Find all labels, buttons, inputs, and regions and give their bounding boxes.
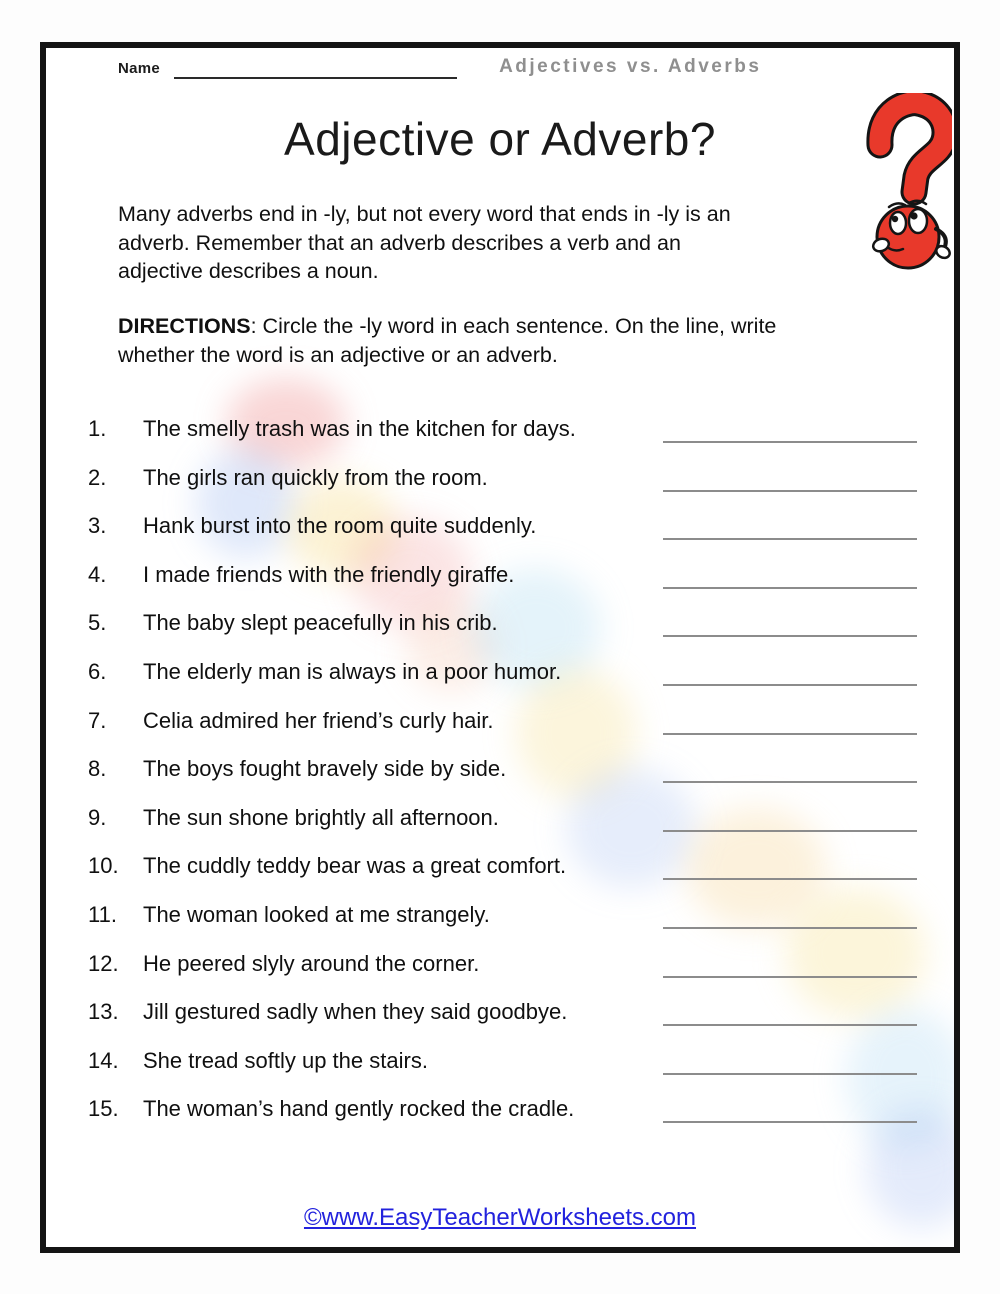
directions-line-2: whether the word is an adjective or an adverb.: [118, 342, 558, 367]
question-number: 8.: [88, 756, 107, 782]
answer-blank-line: [663, 1121, 917, 1123]
question-row: [88, 465, 928, 514]
question-row: [88, 805, 928, 854]
question-row: [88, 1096, 928, 1145]
question-sentence: The elderly man is always in a poor humor.: [143, 658, 562, 684]
answer-blank-line: [663, 830, 917, 832]
question-number: 9.: [88, 804, 107, 830]
name-label: Name: [118, 60, 161, 77]
question-number: 7.: [88, 707, 107, 733]
page-title: Adjective or Adverb?: [284, 113, 716, 165]
question-list: [88, 416, 928, 1145]
question-row: [88, 562, 928, 611]
name-blank-line: [174, 61, 457, 79]
answer-blank-line: [663, 733, 917, 735]
intro-line: adjective describes a noun.: [118, 259, 379, 283]
question-row: [88, 999, 928, 1048]
intro-line: adverb. Remember that an adverb describes a verb and an: [118, 230, 681, 255]
answer-blank-line: [663, 1024, 917, 1026]
directions-line-1: [118, 312, 776, 341]
question-sentence: Hank burst into the room quite suddenly.: [143, 513, 537, 539]
question-row: [88, 951, 928, 1000]
answer-blank-line: [663, 684, 917, 686]
answer-blank-line: [663, 1073, 917, 1075]
directions-label: DIRECTIONS: [118, 314, 251, 338]
answer-blank-line: [663, 781, 917, 783]
question-row: [88, 902, 928, 951]
footer-website-link[interactable]: ©www.EasyTeacherWorksheets.com: [303, 1204, 697, 1231]
answer-blank-line: [663, 878, 917, 880]
answer-blank-line: [663, 635, 917, 637]
question-sentence: The smelly trash was in the kitchen for days.: [143, 416, 576, 441]
question-number: 14.: [88, 1047, 119, 1073]
intro-paragraph: [118, 200, 731, 286]
question-sentence: He peered slyly around the corner.: [143, 950, 480, 976]
question-sentence: The boys fought bravely side by side.: [143, 756, 507, 782]
answer-blank-line: [663, 490, 917, 492]
answer-blank-line: [663, 587, 917, 589]
question-number: 5.: [88, 610, 107, 636]
answer-blank-line: [663, 927, 917, 929]
question-number: 15.: [88, 1096, 119, 1122]
answer-blank-line: [663, 976, 917, 978]
question-number: 2.: [88, 464, 107, 490]
question-sentence: The girls ran quickly from the room.: [143, 464, 488, 490]
question-sentence: The sun shone brightly all afternoon.: [143, 804, 499, 830]
directions-paragraph: [118, 312, 776, 369]
worksheet-frame: [40, 42, 960, 1253]
question-sentence: The woman’s hand gently rocked the cradle.: [143, 1096, 575, 1122]
question-number: 13.: [88, 999, 119, 1025]
answer-blank-line: [663, 538, 917, 540]
question-sentence: The baby slept peacefully in his crib.: [143, 610, 498, 636]
question-row: [88, 853, 928, 902]
worksheet-footer: [46, 1204, 954, 1232]
question-row: [88, 610, 928, 659]
question-number: 12.: [88, 950, 119, 976]
intro-line: Many adverbs end in -ly, but not every word that ends in -ly is an: [118, 202, 731, 226]
question-number: 3.: [88, 513, 107, 539]
question-row: [88, 1048, 928, 1097]
question-row: [88, 513, 928, 562]
question-sentence: I made friends with the friendly giraffe.: [143, 561, 515, 587]
question-mark-character-icon: [856, 93, 952, 279]
question-row: [88, 708, 928, 757]
directions-text-1: : Circle the -ly word in each sentence. On the line, write: [250, 314, 777, 338]
question-number: 10.: [88, 853, 119, 879]
question-sentence: Jill gestured sadly when they said goodbye.: [143, 999, 568, 1025]
worksheet-topic: Adjectives vs. Adverbs: [499, 56, 762, 77]
question-row: [88, 756, 928, 805]
question-number: 11.: [88, 901, 117, 927]
question-sentence: Celia admired her friend’s curly hair.: [143, 707, 494, 733]
question-row: [88, 659, 928, 708]
question-sentence: The woman looked at me strangely.: [143, 901, 490, 927]
answer-blank-line: [663, 441, 917, 443]
question-number: 4.: [88, 561, 107, 587]
question-sentence: The cuddly teddy bear was a great comfort.: [143, 853, 567, 879]
question-sentence: She tread softly up the stairs.: [143, 1047, 428, 1073]
question-number: 1.: [88, 416, 107, 441]
question-number: 6.: [88, 658, 107, 684]
worksheet-header: [118, 56, 761, 79]
question-row: [88, 416, 928, 465]
